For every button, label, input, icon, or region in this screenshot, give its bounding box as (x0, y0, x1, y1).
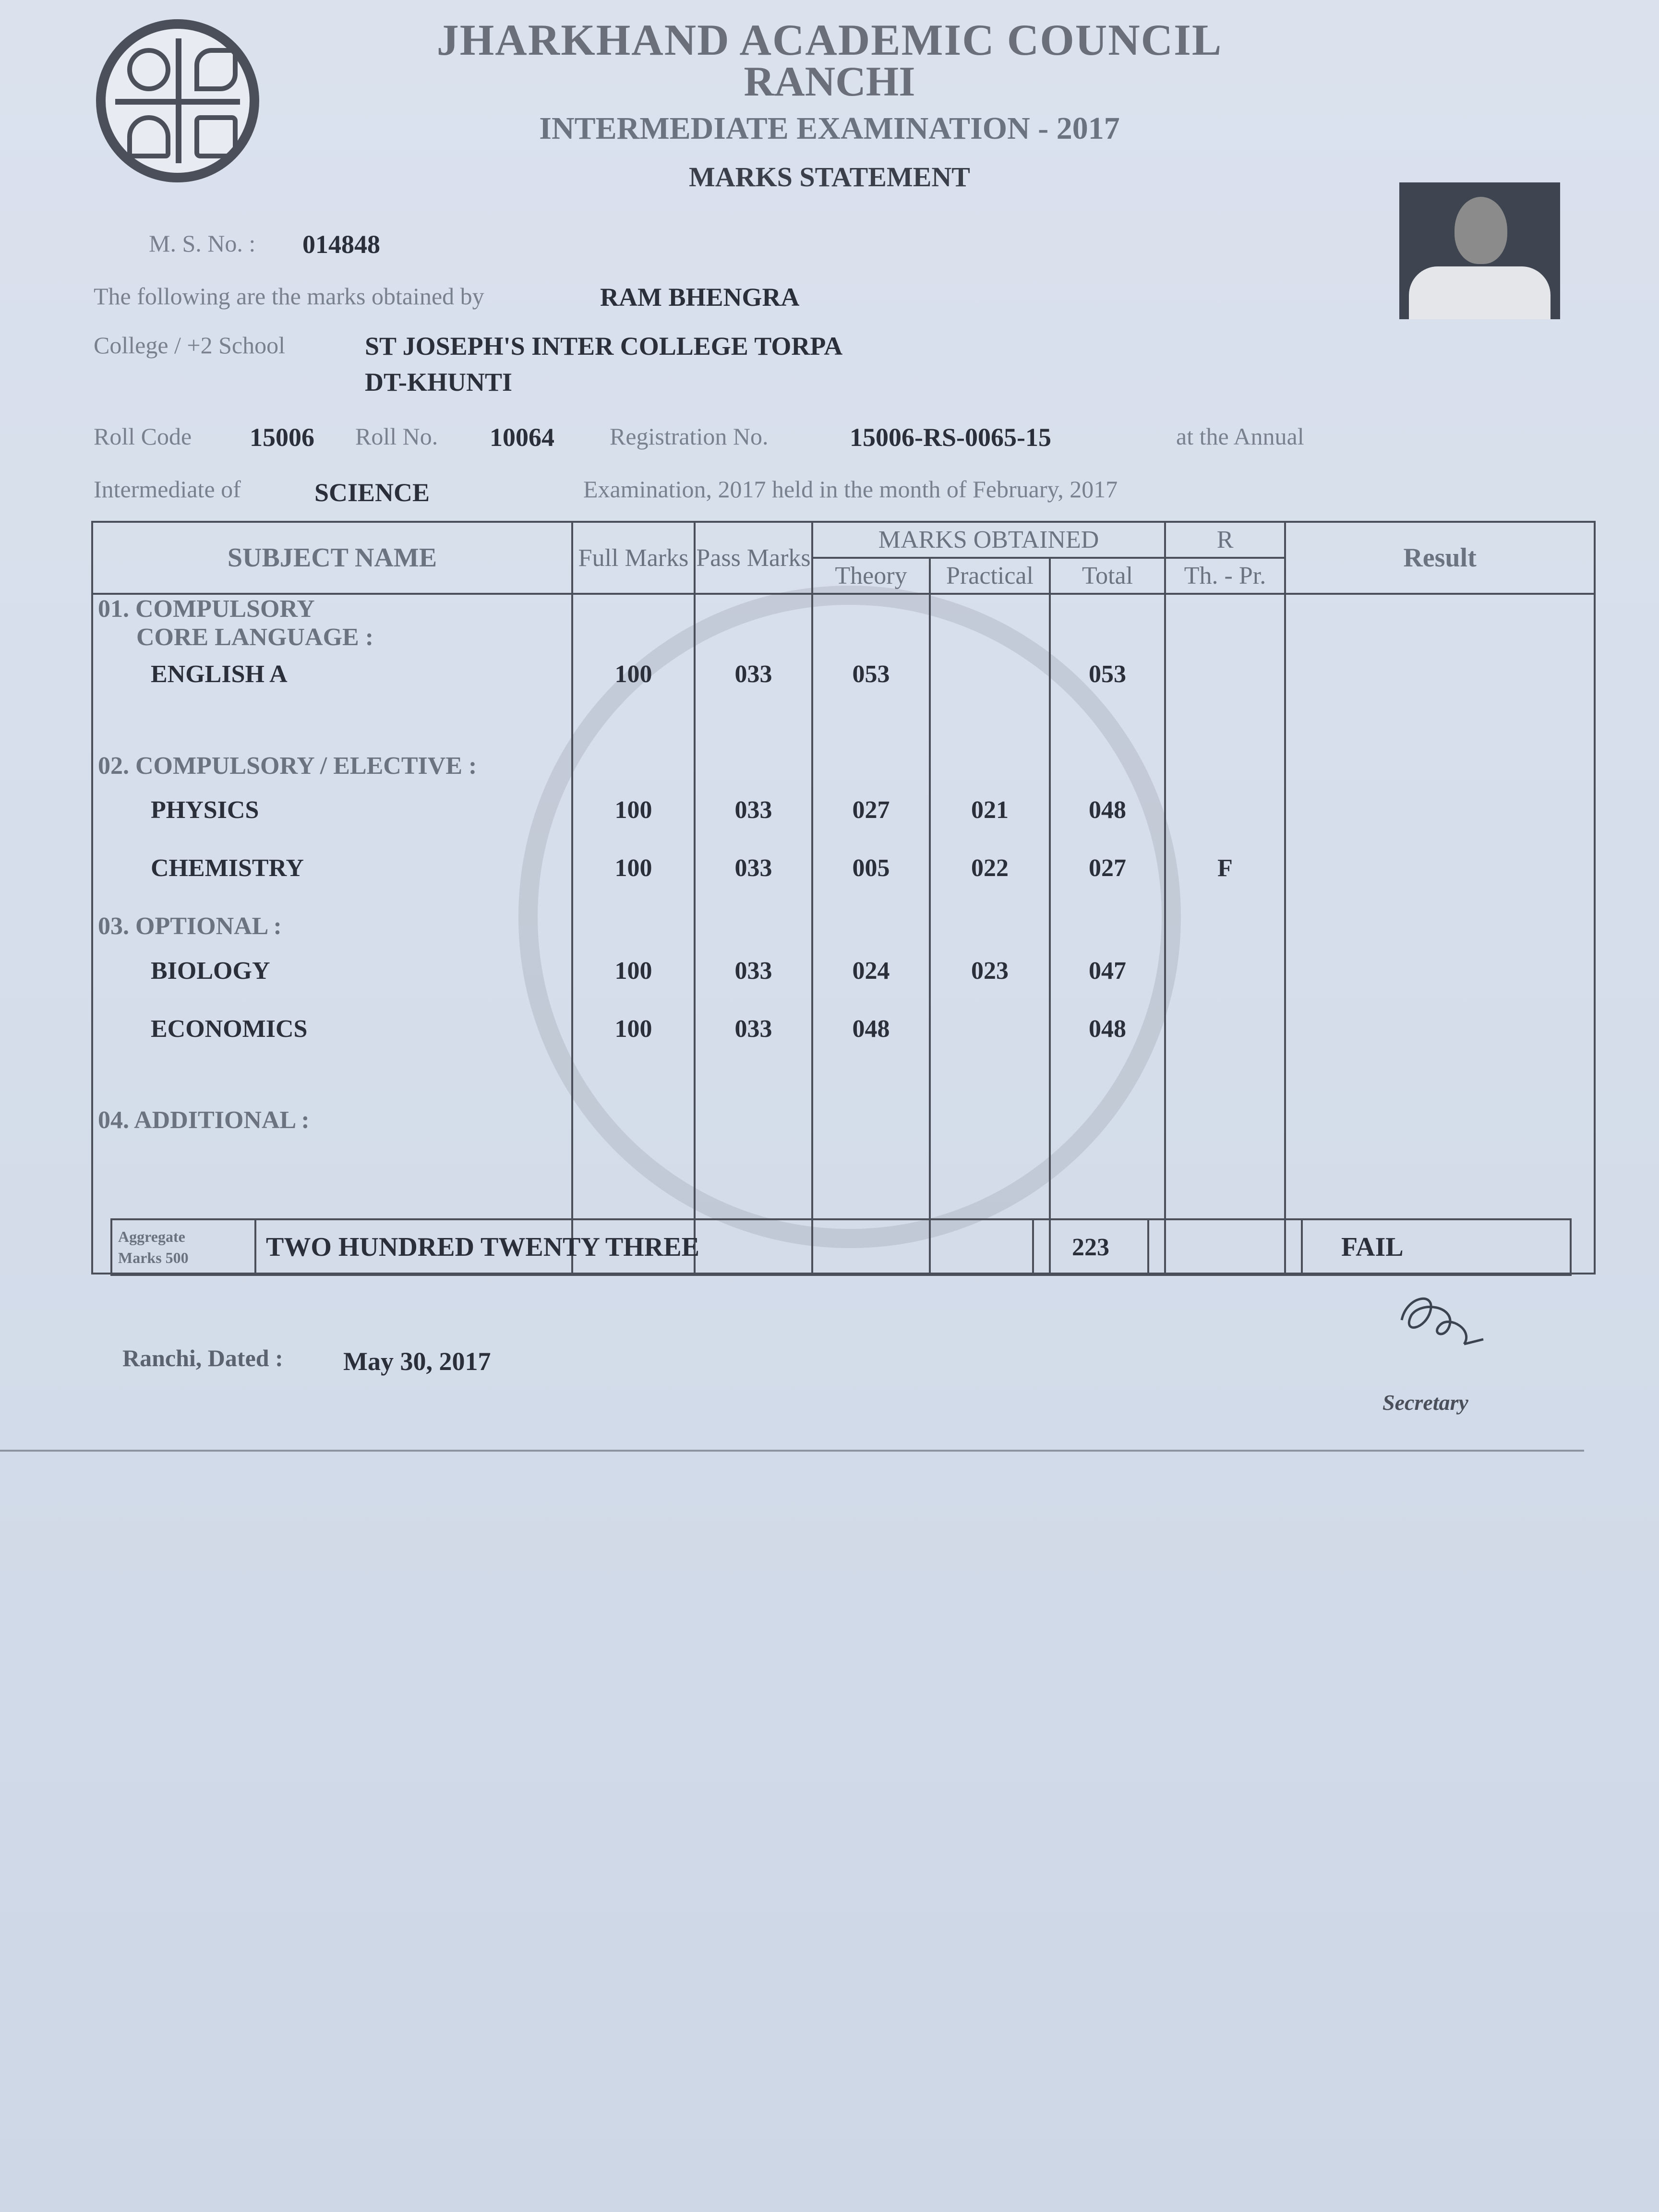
ms-no-label: M. S. No. : (149, 230, 256, 257)
registration-label: Registration No. (610, 423, 769, 450)
roll-no-value: 10064 (490, 423, 554, 452)
issue-date: May 30, 2017 (343, 1347, 491, 1376)
header-total: Total (1050, 558, 1165, 594)
section-compulsory: 01. COMPULSORY CORE LANGUAGE : (92, 594, 572, 660)
aggregate-row (110, 1218, 1572, 1276)
header-pass-marks: Pass Marks (695, 522, 812, 594)
header-practical: Practical (930, 558, 1050, 594)
table-row: BIOLOGY 100 033 024 023 047 (92, 957, 1595, 1015)
table-row: ECONOMICS 100 033 048 048 (92, 1015, 1595, 1073)
page-divider (0, 1450, 1584, 1452)
roll-code-value: 15006 (250, 423, 314, 452)
intro-label: The following are the marks obtained by (94, 283, 484, 310)
candidate-name: RAM BHENGRA (600, 283, 800, 312)
aggregate-words: TWO HUNDRED TWENTY THREE (255, 1219, 1033, 1275)
stream-label: Intermediate of (94, 476, 241, 503)
header-subject: SUBJECT NAME (92, 522, 572, 594)
annual-label: at the Annual (1176, 423, 1304, 450)
section-additional: 04. ADDITIONAL : (92, 1106, 572, 1150)
registration-value: 15006-RS-0065-15 (850, 423, 1051, 452)
secretary-label: Secretary (1382, 1390, 1468, 1415)
section-elective: 02. COMPULSORY / ELECTIVE : (92, 752, 572, 796)
table-row: PHYSICS 100 033 027 021 048 (92, 796, 1595, 854)
college-label: College / +2 School (94, 332, 285, 359)
header-theory: Theory (812, 558, 930, 594)
candidate-photo (1399, 182, 1560, 319)
result-value: FAIL (1302, 1219, 1571, 1275)
stream-value: SCIENCE (314, 478, 430, 507)
council-city: RANCHI (744, 59, 915, 105)
roll-code-label: Roll Code (94, 423, 192, 450)
header-full-marks: Full Marks (572, 522, 695, 594)
exam-title: INTERMEDIATE EXAMINATION - 2017 (539, 111, 1120, 146)
college-name: ST JOSEPH'S INTER COLLEGE TORPA (365, 332, 843, 361)
marks-table (91, 521, 1596, 1274)
secretary-signature (1392, 1286, 1488, 1354)
section-optional: 03. OPTIONAL : (92, 912, 572, 956)
dated-label: Ranchi, Dated : (122, 1345, 283, 1371)
header-r: R (1165, 522, 1285, 558)
header-result: Result (1285, 522, 1595, 594)
college-district: DT-KHUNTI (365, 368, 513, 397)
roll-no-label: Roll No. (355, 423, 438, 450)
table-row: ENGLISH A 100 033 053 053 (92, 660, 1595, 718)
aggregate-label: Aggregate Marks 500 (111, 1219, 255, 1275)
header-r-sub: Th. - Pr. (1165, 558, 1285, 594)
header-marks-obtained: MARKS OBTAINED (812, 522, 1165, 558)
table-row: CHEMISTRY 100 033 005 022 027 F (92, 854, 1595, 912)
council-title: JHARKHAND ACADEMIC COUNCIL (436, 15, 1223, 64)
ms-no-value: 014848 (302, 230, 380, 259)
aggregate-total: 223 (1033, 1219, 1148, 1275)
exam-held-text: Examination, 2017 held in the month of February, 2017 (583, 476, 1118, 503)
statement-title: MARKS STATEMENT (689, 161, 970, 192)
